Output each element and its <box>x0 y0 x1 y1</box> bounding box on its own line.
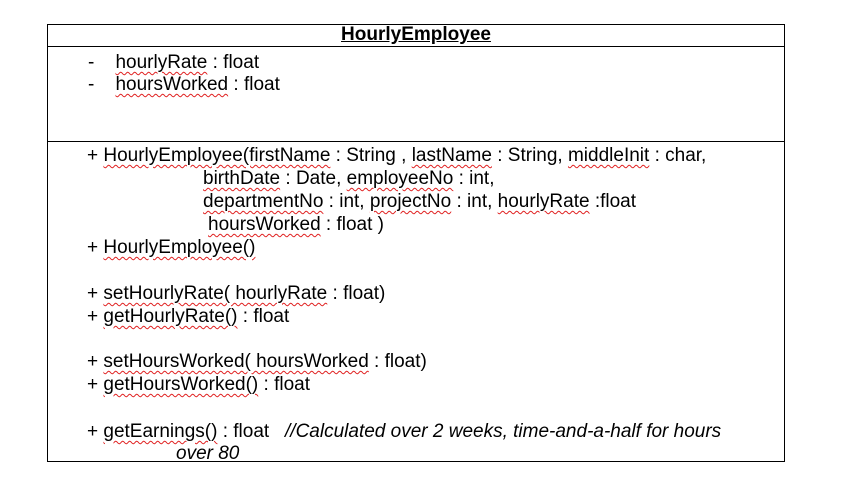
return-type: : float <box>237 306 290 327</box>
param-type: : float ) <box>320 214 385 235</box>
uml-class-box <box>47 24 785 462</box>
method-name: setHourlyRate( hourlyRate <box>103 283 328 304</box>
param-name: middleInit <box>567 145 650 166</box>
attribute-name: hoursWorked <box>115 74 229 95</box>
attribute-name: hourlyRate <box>115 52 208 73</box>
visibility-private: - <box>88 74 95 95</box>
compartment-divider-bottom <box>48 141 784 142</box>
param-name: birthDate <box>203 168 281 189</box>
method-set-hourly-rate <box>87 283 385 305</box>
method-constructor-full-line2 <box>203 168 495 190</box>
method-name: setHoursWorked( hoursWorked <box>103 351 369 372</box>
param-name: departmentNo <box>203 191 324 212</box>
method-name: getEarnings() <box>103 421 218 442</box>
visibility-public: + <box>87 237 104 258</box>
param-name: hourlyRate <box>497 191 590 212</box>
visibility-private: - <box>88 52 95 73</box>
param-type: : char, <box>649 145 707 166</box>
visibility-public: + <box>87 351 104 372</box>
visibility-public: + <box>87 421 104 442</box>
method-signature: : float) <box>368 351 427 372</box>
method-name: HourlyEmployee(firstName <box>103 145 331 166</box>
return-type: : float <box>258 374 310 395</box>
param-type: : int, <box>323 191 370 212</box>
visibility-public: + <box>87 145 104 166</box>
method-set-hours-worked <box>87 351 427 373</box>
method-constructor-full-line3 <box>203 191 636 213</box>
method-constructor-full-line4 <box>208 214 384 236</box>
param-name: lastName <box>411 145 492 166</box>
param-name: projectNo <box>369 191 452 212</box>
method-signature: : float) <box>327 283 386 304</box>
attribute-hourly-rate <box>88 52 259 74</box>
method-comment: //Calculated over 2 weeks, time-and-a-half for hours <box>285 421 722 442</box>
param-type: : int, <box>451 191 498 212</box>
method-constructor-default <box>87 237 255 259</box>
method-name: HourlyEmployee() <box>103 237 256 258</box>
method-name: getHourlyRate() <box>103 306 238 327</box>
param-type: : int, <box>453 168 495 189</box>
param-type: : String , <box>330 145 412 166</box>
method-constructor-full <box>87 145 706 167</box>
attribute-hours-worked <box>88 74 280 96</box>
param-type: :float <box>589 191 637 212</box>
attribute-type: : float <box>233 74 280 95</box>
visibility-public: + <box>87 374 104 395</box>
method-get-earnings <box>87 421 721 443</box>
attribute-type: : float <box>212 52 260 73</box>
method-name: getHoursWorked() <box>103 374 259 395</box>
param-type: : Date, <box>280 168 347 189</box>
method-get-hours-worked <box>87 374 310 396</box>
visibility-public: + <box>87 306 104 327</box>
visibility-public: + <box>87 283 104 304</box>
method-get-hourly-rate <box>87 306 289 328</box>
param-name: hoursWorked <box>208 214 321 235</box>
method-comment-continued: over 80 <box>176 443 240 464</box>
class-name: HourlyEmployee <box>341 24 491 45</box>
param-name: employeeNo <box>346 168 454 189</box>
compartment-divider-top <box>48 46 784 47</box>
return-type: : float <box>217 421 286 442</box>
param-type: : String, <box>491 145 568 166</box>
